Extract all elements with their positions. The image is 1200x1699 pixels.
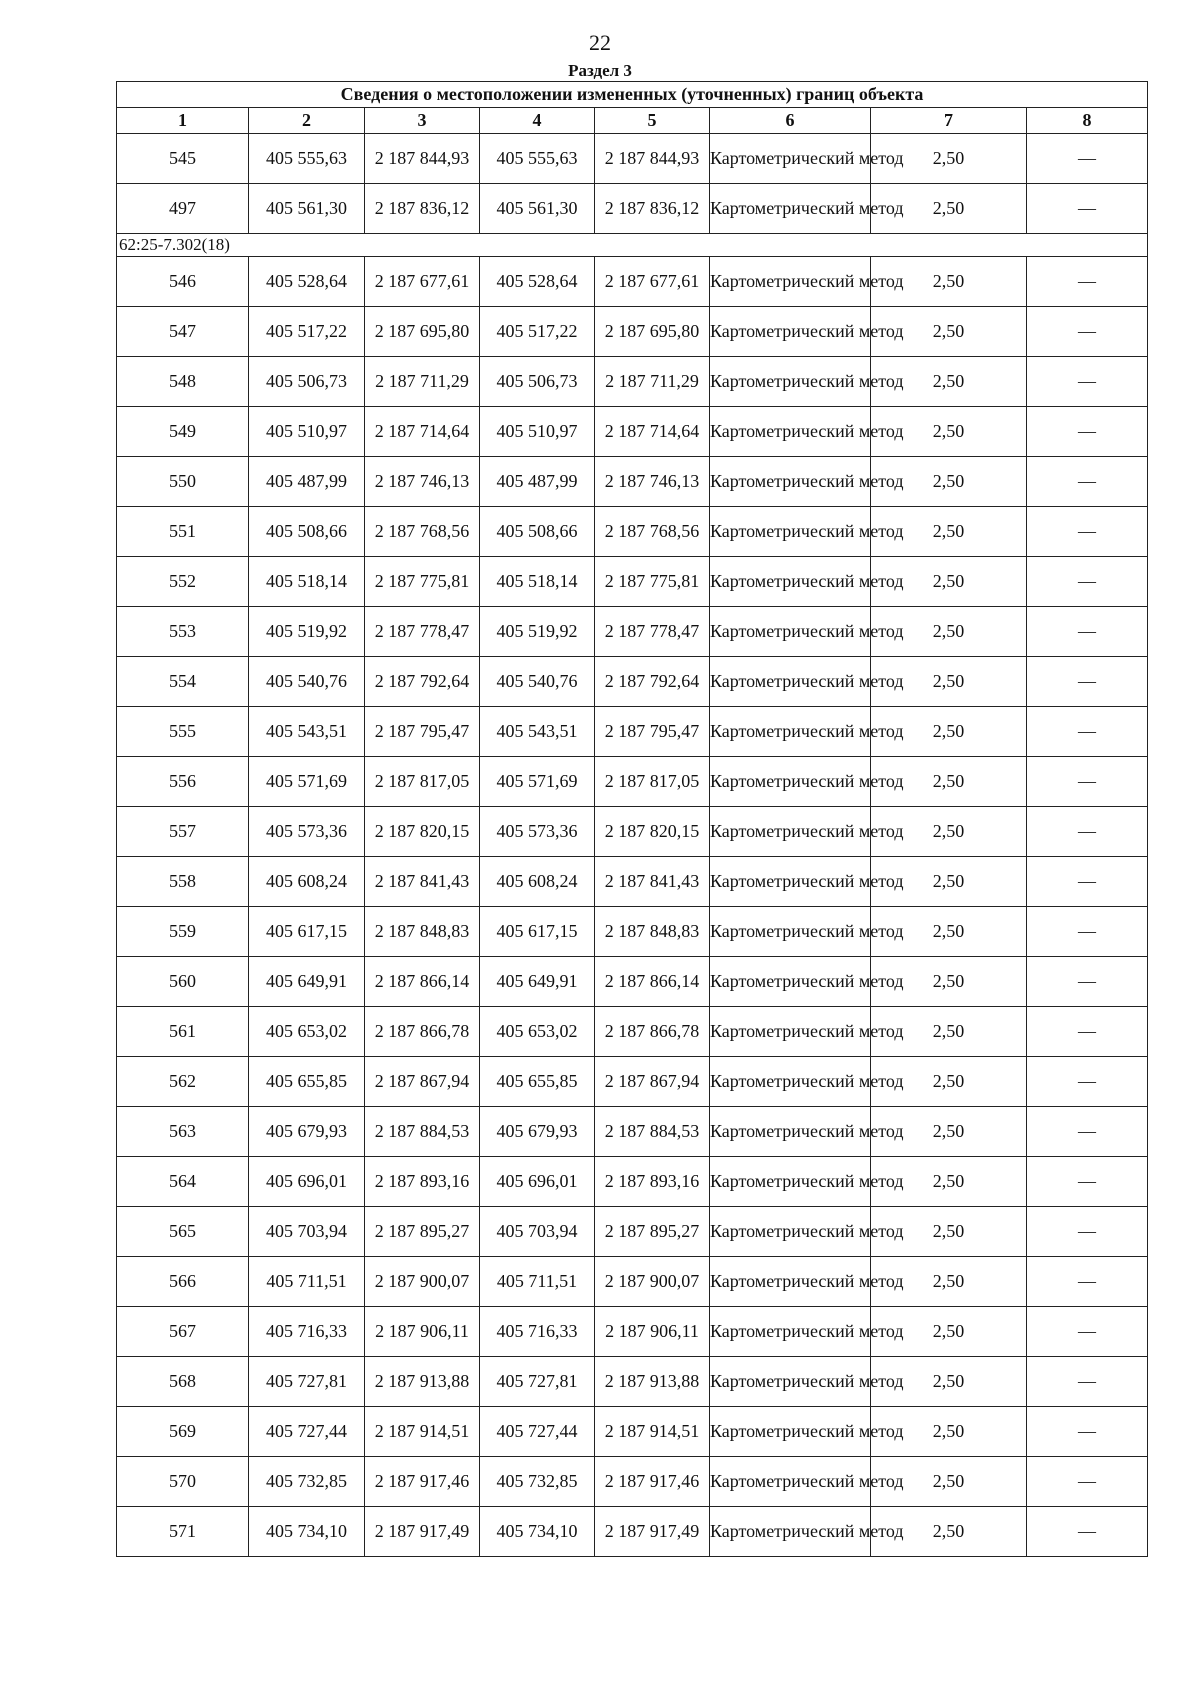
table-cell: 2 187 917,49 bbox=[365, 1507, 480, 1557]
table-cell: Картометрический метод bbox=[710, 1407, 871, 1457]
table-cell: — bbox=[1027, 1307, 1148, 1357]
table-cell: — bbox=[1027, 1107, 1148, 1157]
table-cell: 2,50 bbox=[871, 1257, 1027, 1307]
table-cell: 555 bbox=[117, 707, 249, 757]
table-cell: — bbox=[1027, 907, 1148, 957]
table-row bbox=[117, 1307, 1148, 1357]
table-cell: 405 649,91 bbox=[249, 957, 365, 1007]
table-cell: — bbox=[1027, 707, 1148, 757]
table-cell: Картометрический метод bbox=[710, 357, 871, 407]
table-cell: 2 187 844,93 bbox=[595, 134, 710, 184]
table-cell: 550 bbox=[117, 457, 249, 507]
table-cell: — bbox=[1027, 184, 1148, 234]
table-cell: 405 519,92 bbox=[249, 607, 365, 657]
table-cell: 2,50 bbox=[871, 507, 1027, 557]
table-cell: 560 bbox=[117, 957, 249, 1007]
table-cell: 405 528,64 bbox=[480, 257, 595, 307]
table-cell: 405 487,99 bbox=[480, 457, 595, 507]
table-cell: 2,50 bbox=[871, 357, 1027, 407]
table-cell: — bbox=[1027, 957, 1148, 1007]
table-cell: 2,50 bbox=[871, 657, 1027, 707]
table-caption: Сведения о местоположении измененных (уточненных) границ объекта bbox=[117, 82, 1148, 108]
table-cell: 2,50 bbox=[871, 407, 1027, 457]
table-cell: — bbox=[1027, 1057, 1148, 1107]
table-cell: 405 679,93 bbox=[480, 1107, 595, 1157]
table-cell: Картометрический метод bbox=[710, 707, 871, 757]
table-cell: 2 187 792,64 bbox=[365, 657, 480, 707]
table-cell: 2 187 820,15 bbox=[595, 807, 710, 857]
column-number: 8 bbox=[1027, 108, 1148, 134]
table-cell: 405 617,15 bbox=[480, 907, 595, 957]
table-cell: Картометрический метод bbox=[710, 857, 871, 907]
table-cell: 2 187 795,47 bbox=[365, 707, 480, 757]
table-cell: 405 540,76 bbox=[480, 657, 595, 707]
table-cell: 2 187 778,47 bbox=[365, 607, 480, 657]
table-cell: 2 187 746,13 bbox=[365, 457, 480, 507]
table-cell: 405 711,51 bbox=[480, 1257, 595, 1307]
table-body bbox=[117, 134, 1148, 1557]
table-row bbox=[117, 357, 1148, 407]
table-cell: Картометрический метод bbox=[710, 184, 871, 234]
table-cell: Картометрический метод bbox=[710, 1257, 871, 1307]
table-cell: 2 187 768,56 bbox=[365, 507, 480, 557]
table-cell: 2 187 893,16 bbox=[365, 1157, 480, 1207]
table-cell: 405 617,15 bbox=[249, 907, 365, 957]
table-row bbox=[117, 907, 1148, 957]
table-cell: — bbox=[1027, 307, 1148, 357]
table-cell: 405 716,33 bbox=[480, 1307, 595, 1357]
table-cell: 405 519,92 bbox=[480, 607, 595, 657]
table-cell: 405 517,22 bbox=[480, 307, 595, 357]
table-cell: 405 608,24 bbox=[480, 857, 595, 907]
table-cell: 405 508,66 bbox=[480, 507, 595, 557]
table-cell: 405 703,94 bbox=[249, 1207, 365, 1257]
table-row bbox=[117, 457, 1148, 507]
table-cell: 405 571,69 bbox=[480, 757, 595, 807]
table-cell: 405 732,85 bbox=[249, 1457, 365, 1507]
table-cell: 2 187 900,07 bbox=[365, 1257, 480, 1307]
table-row bbox=[117, 807, 1148, 857]
table-cell: 2 187 841,43 bbox=[595, 857, 710, 907]
table-cell: 2 187 913,88 bbox=[365, 1357, 480, 1407]
table-cell: 405 608,24 bbox=[249, 857, 365, 907]
table-cell: 2 187 893,16 bbox=[595, 1157, 710, 1207]
column-number: 3 bbox=[365, 108, 480, 134]
table-cell: 2 187 695,80 bbox=[365, 307, 480, 357]
table-cell: — bbox=[1027, 1007, 1148, 1057]
table-cell: — bbox=[1027, 1207, 1148, 1257]
table-row bbox=[117, 1057, 1148, 1107]
table-cell: 2,50 bbox=[871, 607, 1027, 657]
table-cell: — bbox=[1027, 134, 1148, 184]
table-cell: 2 187 778,47 bbox=[595, 607, 710, 657]
table-cell: 2,50 bbox=[871, 1457, 1027, 1507]
table-cell: 2 187 775,81 bbox=[365, 557, 480, 607]
table-cell: 405 653,02 bbox=[480, 1007, 595, 1057]
table-cell: 2 187 906,11 bbox=[365, 1307, 480, 1357]
table-cell: 405 528,64 bbox=[249, 257, 365, 307]
table-cell: 405 555,63 bbox=[249, 134, 365, 184]
table-cell: Картометрический метод bbox=[710, 1507, 871, 1557]
table-cell: Картометрический метод bbox=[710, 1057, 871, 1107]
table-cell: 2,50 bbox=[871, 757, 1027, 807]
table-cell: 2,50 bbox=[871, 1407, 1027, 1457]
table-row bbox=[117, 757, 1148, 807]
table-cell: 2 187 775,81 bbox=[595, 557, 710, 607]
table-cell: 2,50 bbox=[871, 1107, 1027, 1157]
table-cell: 2,50 bbox=[871, 807, 1027, 857]
table-cell: — bbox=[1027, 557, 1148, 607]
table-cell: 2 187 917,49 bbox=[595, 1507, 710, 1557]
table-cell: Картометрический метод bbox=[710, 507, 871, 557]
table-cell: 2 187 817,05 bbox=[365, 757, 480, 807]
table-cell: 2 187 906,11 bbox=[595, 1307, 710, 1357]
table-cell: 405 543,51 bbox=[249, 707, 365, 757]
table-row bbox=[117, 857, 1148, 907]
table-row bbox=[117, 607, 1148, 657]
table-cell: 556 bbox=[117, 757, 249, 807]
table-cell: 2 187 913,88 bbox=[595, 1357, 710, 1407]
table-cell: 557 bbox=[117, 807, 249, 857]
table-cell: — bbox=[1027, 1507, 1148, 1557]
table-cell: 405 543,51 bbox=[480, 707, 595, 757]
table-cell: 2 187 884,53 bbox=[595, 1107, 710, 1157]
table-cell: Картометрический метод bbox=[710, 407, 871, 457]
table-cell: Картометрический метод bbox=[710, 257, 871, 307]
table-cell: Картометрический метод bbox=[710, 1457, 871, 1507]
table-row bbox=[117, 1457, 1148, 1507]
table-cell: 2 187 895,27 bbox=[595, 1207, 710, 1257]
table-row bbox=[117, 407, 1148, 457]
table-cell: 2 187 714,64 bbox=[595, 407, 710, 457]
table-cell: — bbox=[1027, 1157, 1148, 1207]
table-cell: 554 bbox=[117, 657, 249, 707]
table-cell: 405 703,94 bbox=[480, 1207, 595, 1257]
table-cell: — bbox=[1027, 1257, 1148, 1307]
table-cell: 405 573,36 bbox=[480, 807, 595, 857]
table-cell: 2,50 bbox=[871, 1057, 1027, 1107]
table-cell: 405 727,44 bbox=[480, 1407, 595, 1457]
table-cell: Картометрический метод bbox=[710, 757, 871, 807]
table-cell: 405 653,02 bbox=[249, 1007, 365, 1057]
table-cell: 2,50 bbox=[871, 1007, 1027, 1057]
column-number: 2 bbox=[249, 108, 365, 134]
table-cell: Картометрический метод bbox=[710, 1357, 871, 1407]
table-cell: Картометрический метод bbox=[710, 134, 871, 184]
table-cell: 405 734,10 bbox=[480, 1507, 595, 1557]
table-cell: 497 bbox=[117, 184, 249, 234]
table-cell: 405 727,81 bbox=[249, 1357, 365, 1407]
table-cell: 2,50 bbox=[871, 184, 1027, 234]
table-cell: 571 bbox=[117, 1507, 249, 1557]
table-cell: 2 187 848,83 bbox=[365, 907, 480, 957]
table-cell: 405 561,30 bbox=[480, 184, 595, 234]
table-cell: 2 187 884,53 bbox=[365, 1107, 480, 1157]
table-cell: Картометрический метод bbox=[710, 807, 871, 857]
table-row bbox=[117, 1157, 1148, 1207]
table-row bbox=[117, 507, 1148, 557]
table-cell: 405 727,81 bbox=[480, 1357, 595, 1407]
table-cell: 405 540,76 bbox=[249, 657, 365, 707]
table-cell: 2 187 677,61 bbox=[595, 257, 710, 307]
table-cell: 2,50 bbox=[871, 307, 1027, 357]
table-cell: 2,50 bbox=[871, 557, 1027, 607]
table-cell: 547 bbox=[117, 307, 249, 357]
table-cell: 565 bbox=[117, 1207, 249, 1257]
table-cell: 2 187 836,12 bbox=[365, 184, 480, 234]
table-cell: 2 187 695,80 bbox=[595, 307, 710, 357]
table-cell: 564 bbox=[117, 1157, 249, 1207]
table-cell: 2 187 836,12 bbox=[595, 184, 710, 234]
table-cell: 2 187 867,94 bbox=[595, 1057, 710, 1107]
table-cell: 2,50 bbox=[871, 857, 1027, 907]
table-cell: 558 bbox=[117, 857, 249, 907]
table-row bbox=[117, 1357, 1148, 1407]
table-cell: 567 bbox=[117, 1307, 249, 1357]
table-cell: — bbox=[1027, 457, 1148, 507]
table-row bbox=[117, 184, 1148, 234]
table-cell: Картометрический метод bbox=[710, 957, 871, 1007]
table-cell: Картометрический метод bbox=[710, 1207, 871, 1257]
table-cell: 2 187 914,51 bbox=[595, 1407, 710, 1457]
table-cell: Картометрический метод bbox=[710, 1157, 871, 1207]
table-row bbox=[117, 1007, 1148, 1057]
table-cell: 552 bbox=[117, 557, 249, 607]
table-row bbox=[117, 134, 1148, 184]
table-row bbox=[117, 307, 1148, 357]
table-cell: 2,50 bbox=[871, 257, 1027, 307]
table-cell: 2 187 895,27 bbox=[365, 1207, 480, 1257]
column-number-row bbox=[117, 108, 1148, 134]
table-cell: 405 508,66 bbox=[249, 507, 365, 557]
table-row bbox=[117, 257, 1148, 307]
table-row bbox=[117, 1407, 1148, 1457]
table-cell: — bbox=[1027, 257, 1148, 307]
table-cell: 405 732,85 bbox=[480, 1457, 595, 1507]
table-cell: 2 187 914,51 bbox=[365, 1407, 480, 1457]
table-cell: — bbox=[1027, 407, 1148, 457]
table-cell: 2,50 bbox=[871, 134, 1027, 184]
column-number: 6 bbox=[710, 108, 871, 134]
table-cell: 405 711,51 bbox=[249, 1257, 365, 1307]
table-cell: 405 506,73 bbox=[480, 357, 595, 407]
table-cell: Картометрический метод bbox=[710, 1007, 871, 1057]
table-cell: 2 187 841,43 bbox=[365, 857, 480, 907]
table-cell: 2,50 bbox=[871, 1157, 1027, 1207]
table-cell: 2 187 866,14 bbox=[595, 957, 710, 1007]
table-cell: 2,50 bbox=[871, 457, 1027, 507]
table-cell: 2 187 677,61 bbox=[365, 257, 480, 307]
column-number: 5 bbox=[595, 108, 710, 134]
table-cell: 405 510,97 bbox=[480, 407, 595, 457]
table-cell: — bbox=[1027, 507, 1148, 557]
table-cell: — bbox=[1027, 1407, 1148, 1457]
table-cell: — bbox=[1027, 1357, 1148, 1407]
table-cell: — bbox=[1027, 807, 1148, 857]
table-cell: 2 187 848,83 bbox=[595, 907, 710, 957]
section-title: Раздел 3 bbox=[568, 61, 632, 80]
table-cell: — bbox=[1027, 1457, 1148, 1507]
table-cell: 2 187 866,14 bbox=[365, 957, 480, 1007]
table-cell: 405 518,14 bbox=[249, 557, 365, 607]
table-cell: 2,50 bbox=[871, 707, 1027, 757]
table-cell: 405 573,36 bbox=[249, 807, 365, 857]
table-cell: Картометрический метод bbox=[710, 557, 871, 607]
table-cell: Картометрический метод bbox=[710, 907, 871, 957]
page-number: 22 bbox=[589, 30, 611, 55]
table-cell: 405 518,14 bbox=[480, 557, 595, 607]
table-cell: Картометрический метод bbox=[710, 307, 871, 357]
table-cell: 568 bbox=[117, 1357, 249, 1407]
table-row bbox=[117, 1107, 1148, 1157]
table-cell: 2 187 714,64 bbox=[365, 407, 480, 457]
table-cell: 551 bbox=[117, 507, 249, 557]
table-cell: 2 187 711,29 bbox=[365, 357, 480, 407]
table-cell: 405 506,73 bbox=[249, 357, 365, 407]
table-cell: 405 696,01 bbox=[249, 1157, 365, 1207]
table-cell: 405 571,69 bbox=[249, 757, 365, 807]
table-row bbox=[117, 657, 1148, 707]
table-cell: 405 696,01 bbox=[480, 1157, 595, 1207]
table-cell: — bbox=[1027, 857, 1148, 907]
table-cell: 2,50 bbox=[871, 1207, 1027, 1257]
table-cell: 405 716,33 bbox=[249, 1307, 365, 1357]
table-cell: 2 187 866,78 bbox=[365, 1007, 480, 1057]
table-cell: 553 bbox=[117, 607, 249, 657]
column-number: 1 bbox=[117, 108, 249, 134]
table-cell: 2 187 917,46 bbox=[595, 1457, 710, 1507]
table-cell: Картометрический метод bbox=[710, 607, 871, 657]
table-cell: 2 187 768,56 bbox=[595, 507, 710, 557]
table-cell: 2,50 bbox=[871, 907, 1027, 957]
table-cell: 405 561,30 bbox=[249, 184, 365, 234]
table-cell: Картометрический метод bbox=[710, 1307, 871, 1357]
table-cell: 2,50 bbox=[871, 1357, 1027, 1407]
table-row bbox=[117, 1507, 1148, 1557]
table-row bbox=[117, 957, 1148, 1007]
table-cell: 562 bbox=[117, 1057, 249, 1107]
table-cell: 405 655,85 bbox=[249, 1057, 365, 1107]
table-cell: Картометрический метод bbox=[710, 657, 871, 707]
table-cell: 405 555,63 bbox=[480, 134, 595, 184]
table-row bbox=[117, 1257, 1148, 1307]
table-cell: 549 bbox=[117, 407, 249, 457]
table-cell: 2 187 817,05 bbox=[595, 757, 710, 807]
table-cell: 405 727,44 bbox=[249, 1407, 365, 1457]
table-row bbox=[117, 1207, 1148, 1257]
column-number: 4 bbox=[480, 108, 595, 134]
table-cell: 405 510,97 bbox=[249, 407, 365, 457]
table-cell: 405 679,93 bbox=[249, 1107, 365, 1157]
table-cell: 548 bbox=[117, 357, 249, 407]
table-cell: Картометрический метод bbox=[710, 1107, 871, 1157]
table-cell: 405 734,10 bbox=[249, 1507, 365, 1557]
table-row bbox=[117, 557, 1148, 607]
table-cell: — bbox=[1027, 757, 1148, 807]
table-cell: 2,50 bbox=[871, 1507, 1027, 1557]
table-cell: 2 187 711,29 bbox=[595, 357, 710, 407]
table-cell: 405 655,85 bbox=[480, 1057, 595, 1107]
table-cell: 566 bbox=[117, 1257, 249, 1307]
table-cell: 405 517,22 bbox=[249, 307, 365, 357]
table-cell: 405 649,91 bbox=[480, 957, 595, 1007]
table-cell: 2 187 844,93 bbox=[365, 134, 480, 184]
table-cell: 2 187 867,94 bbox=[365, 1057, 480, 1107]
table-cell: 563 bbox=[117, 1107, 249, 1157]
table-cell: 2 187 795,47 bbox=[595, 707, 710, 757]
table-cell: — bbox=[1027, 357, 1148, 407]
table-cell: 2 187 900,07 bbox=[595, 1257, 710, 1307]
table-cell: — bbox=[1027, 607, 1148, 657]
table-cell: 2 187 746,13 bbox=[595, 457, 710, 507]
column-number: 7 bbox=[871, 108, 1027, 134]
table-cell: 559 bbox=[117, 907, 249, 957]
table-cell: 2,50 bbox=[871, 957, 1027, 1007]
table-cell: 2 187 866,78 bbox=[595, 1007, 710, 1057]
table-cell: Картометрический метод bbox=[710, 457, 871, 507]
table-cell: 570 bbox=[117, 1457, 249, 1507]
table-cell: 561 bbox=[117, 1007, 249, 1057]
table-cell: 2,50 bbox=[871, 1307, 1027, 1357]
table-row bbox=[117, 707, 1148, 757]
table-cell: 569 bbox=[117, 1407, 249, 1457]
table-cell: 546 bbox=[117, 257, 249, 307]
table-cell: 2 187 792,64 bbox=[595, 657, 710, 707]
table-cell: 405 487,99 bbox=[249, 457, 365, 507]
table-cell: 2 187 917,46 bbox=[365, 1457, 480, 1507]
table-cell: — bbox=[1027, 657, 1148, 707]
boundary-table bbox=[116, 81, 1148, 1557]
table-cell: 2 187 820,15 bbox=[365, 807, 480, 857]
table-cell: 545 bbox=[117, 134, 249, 184]
group-label: 62:25-7.302(18) bbox=[117, 234, 1148, 257]
group-row bbox=[117, 234, 1148, 257]
